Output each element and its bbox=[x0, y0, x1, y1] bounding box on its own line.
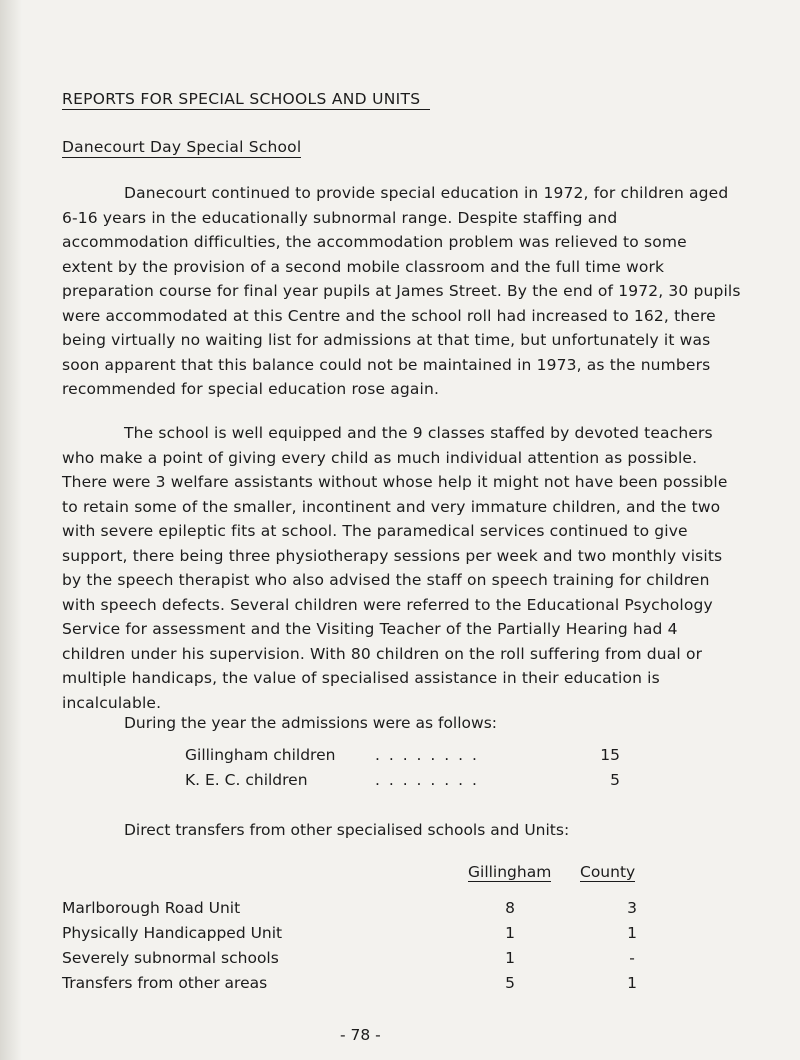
admissions-row-label: Gillingham children bbox=[185, 746, 336, 764]
transfer-row-label: Marlborough Road Unit bbox=[62, 899, 241, 917]
column-header-gillingham: Gillingham bbox=[468, 863, 552, 881]
admissions-intro: During the year the admissions were as follows: bbox=[124, 714, 497, 732]
transfer-row-county: - bbox=[629, 949, 635, 967]
transfer-row-county: 3 bbox=[627, 899, 637, 917]
transfer-row-county: 1 bbox=[627, 924, 637, 942]
paragraph-staffing: The school is well equipped and the 9 classes staffed by devoted teachers who make a point of giving every child as much individual attention as possible. There were 3 welfare assistants without whose help it might not have been possible to retain some of the smaller, incontinent and very immature children, and the two with severe epileptic fits at school. The paramedical services continued to give support, there being three physiotherapy sessions per week and two monthly visits by the speech therapist who also advised the staff on speech training for children with speech defects. Several children were referred to the Educational Psychology Service for assessment and the Visiting Teacher of the Partially Hearing had 4 children under his supervision. With 80 children on the roll suffering from dual or multiple handicaps, the value of specialised assistance in their education is incalculable. bbox=[62, 424, 728, 712]
transfer-row-label: Severely subnormal schools bbox=[62, 949, 279, 967]
page-number: - 78 - bbox=[340, 1026, 381, 1044]
transfer-row-county: 1 bbox=[627, 974, 637, 992]
admissions-row-leader: . . . . . . . . bbox=[375, 771, 479, 789]
transfer-row-gillingham: 1 bbox=[505, 924, 515, 942]
column-header-county: County bbox=[580, 863, 636, 881]
admissions-row-value: 15 bbox=[600, 746, 620, 764]
transfer-row-gillingham: 5 bbox=[505, 974, 515, 992]
transfer-row bbox=[62, 924, 702, 948]
transfer-row-gillingham: 1 bbox=[505, 949, 515, 967]
transfer-row-label: Physically Handicapped Unit bbox=[62, 924, 283, 942]
admissions-row-value: 5 bbox=[610, 771, 620, 789]
admissions-row-leader: . . . . . . . . bbox=[375, 746, 479, 764]
transfers-intro: Direct transfers from other specialised schools and Units: bbox=[124, 821, 570, 839]
transfer-row-gillingham: 8 bbox=[505, 899, 515, 917]
transfer-row-label: Transfers from other areas bbox=[62, 974, 268, 992]
transfer-row bbox=[62, 949, 702, 973]
transfer-row bbox=[62, 974, 702, 998]
paragraph-intro: Danecourt continued to provide special education in 1972, for children aged 6-16 years in the educationally subnormal range. Despite staffing and accommodation difficulties, the accommodation problem was relieved to some extent by the provision of a second mobile classroom and the full time work preparation course for final year pupils at James Street. By the end of 1972, 30 pupils were accommodated at this Centre and the school roll had increased to 162, there being virtually no waiting list for admissions at that time, but unfortunately it was soon apparent that this balance could not be maintained in 1973, as the numbers recommended for special education rose again. bbox=[62, 184, 741, 398]
report-title: REPORTS FOR SPECIAL SCHOOLS AND UNITS bbox=[62, 90, 430, 110]
school-title: Danecourt Day Special School bbox=[62, 138, 302, 156]
transfer-row bbox=[62, 899, 702, 923]
page-edge-shadow bbox=[0, 0, 22, 1060]
admissions-row-label: K. E. C. children bbox=[185, 771, 308, 789]
